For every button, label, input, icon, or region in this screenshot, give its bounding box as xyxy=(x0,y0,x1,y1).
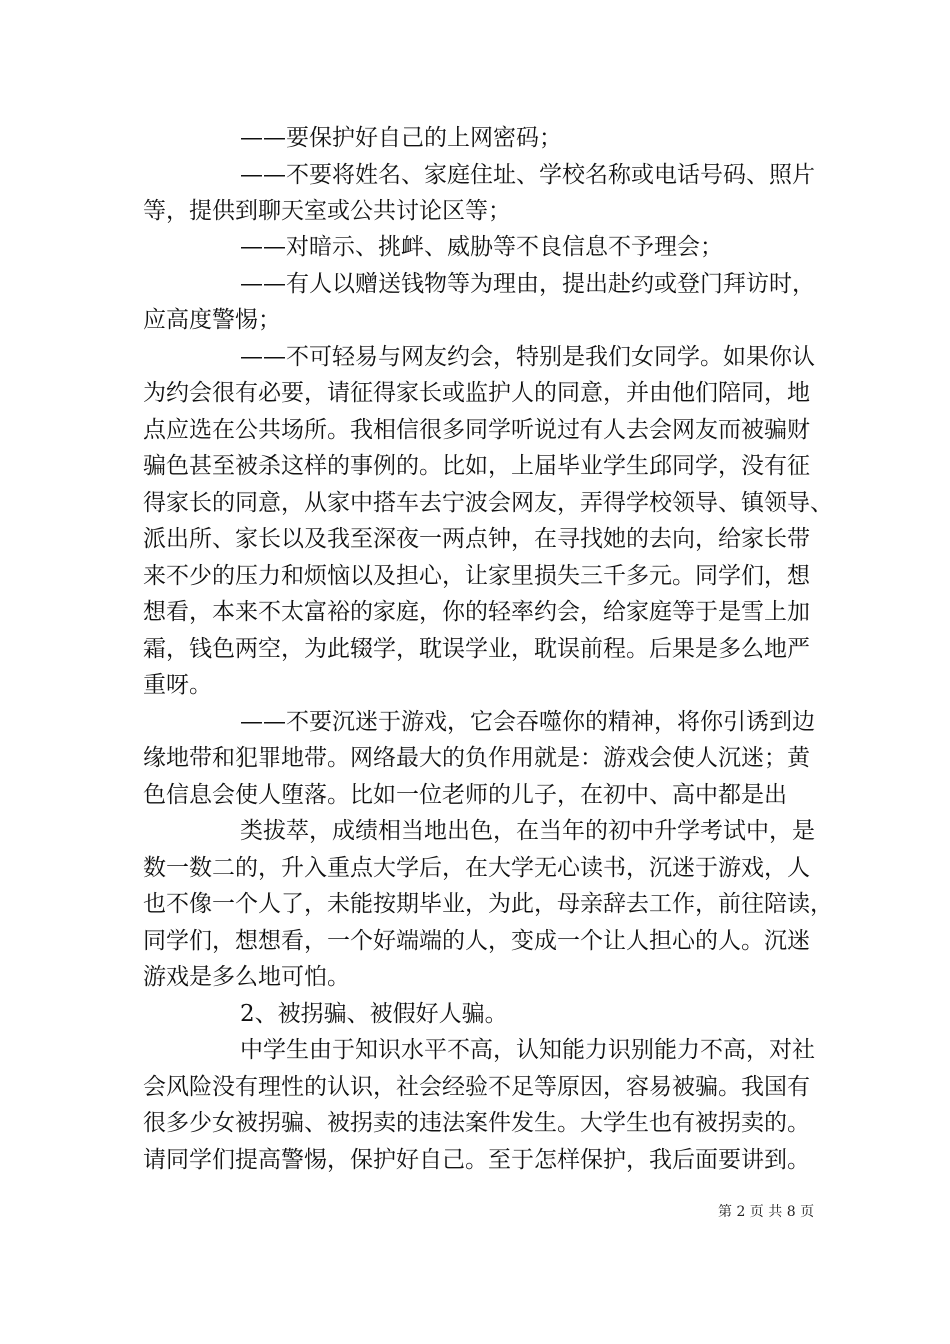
section-heading: 2、被拐骗、被假好人骗。 xyxy=(240,1001,508,1027)
text-line: 请同学们提高警惕，保护好自己。至于怎样保护，我后面要讲到。 xyxy=(143,1147,810,1173)
text-line: 缘地带和犯罪地带。网络最大的负作用就是：游戏会使人沉迷；黄 xyxy=(143,745,810,771)
text-line: 数一数二的，升入重点大学后，在大学无心读书，沉迷于游戏，人 xyxy=(143,855,810,881)
text-line: 会风险没有理性的认识，社会经验不足等原因，容易被骗。我国有 xyxy=(143,1074,810,1100)
text-line: 骗色甚至被杀这样的事例的。比如，上届毕业学生邱同学，没有征 xyxy=(143,453,810,479)
text-line: ——对暗示、挑衅、威胁等不良信息不予理会； xyxy=(240,234,723,260)
text-line: 等，提供到聊天室或公共讨论区等； xyxy=(143,198,511,224)
text-line: 霜，钱色两空，为此辍学，耽误学业，耽误前程。后果是多么地严 xyxy=(143,636,810,662)
text-line: 游戏是多么地可怕。 xyxy=(143,964,350,990)
text-line: 来不少的压力和烦恼以及担心，让家里损失三千多元。同学们，想 xyxy=(143,563,810,589)
text-line: ——有人以赠送钱物等为理由，提出赴约或登门拜访时， xyxy=(240,271,815,297)
text-line: ——不要沉迷于游戏，它会吞噬你的精神，将你引诱到边 xyxy=(240,709,815,735)
text-line: 重呀。 xyxy=(143,672,212,698)
text-line: 很多少女被拐骗、被拐卖的违法案件发生。大学生也有被拐卖的。 xyxy=(143,1110,810,1136)
text-line: 为约会很有必要，请征得家长或监护人的同意，并由他们陪同，地 xyxy=(143,380,810,406)
text-line: ——不可轻易与网友约会，特别是我们女同学。如果你认 xyxy=(240,344,815,370)
page-number: 第 2 页 共 8 页 xyxy=(718,1204,815,1220)
text-line: ——要保护好自己的上网密码； xyxy=(240,125,562,151)
text-line: 应高度警惕； xyxy=(143,307,281,333)
text-line: 中学生由于知识水平不高，认知能力识别能力不高，对社 xyxy=(240,1037,815,1063)
text-line: 想看，本来不太富裕的家庭，你的轻率约会，给家庭等于是雪上加 xyxy=(143,599,810,625)
text-line: 派出所、家长以及我至深夜一两点钟，在寻找她的去向，给家长带 xyxy=(143,526,810,552)
text-line: 同学们，想想看，一个好端端的人，变成一个让人担心的人。沉迷 xyxy=(143,928,810,954)
text-line: ——不要将姓名、家庭住址、学校名称或电话号码、照片 xyxy=(240,162,815,188)
text-line: 得家长的同意，从家中搭车去宁波会网友，弄得学校领导、镇领导、 xyxy=(143,490,833,516)
text-line: 色信息会使人堕落。比如一位老师的儿子，在初中、高中都是出 xyxy=(143,782,787,808)
text-line: 点应选在公共场所。我相信很多同学听说过有人去会网友而被骗财 xyxy=(143,417,810,443)
text-line: 类拔萃，成绩相当地出色，在当年的初中升学考试中，是 xyxy=(240,818,815,844)
text-line: 也不像一个人了，未能按期毕业，为此，母亲辞去工作，前往陪读， xyxy=(143,891,833,917)
